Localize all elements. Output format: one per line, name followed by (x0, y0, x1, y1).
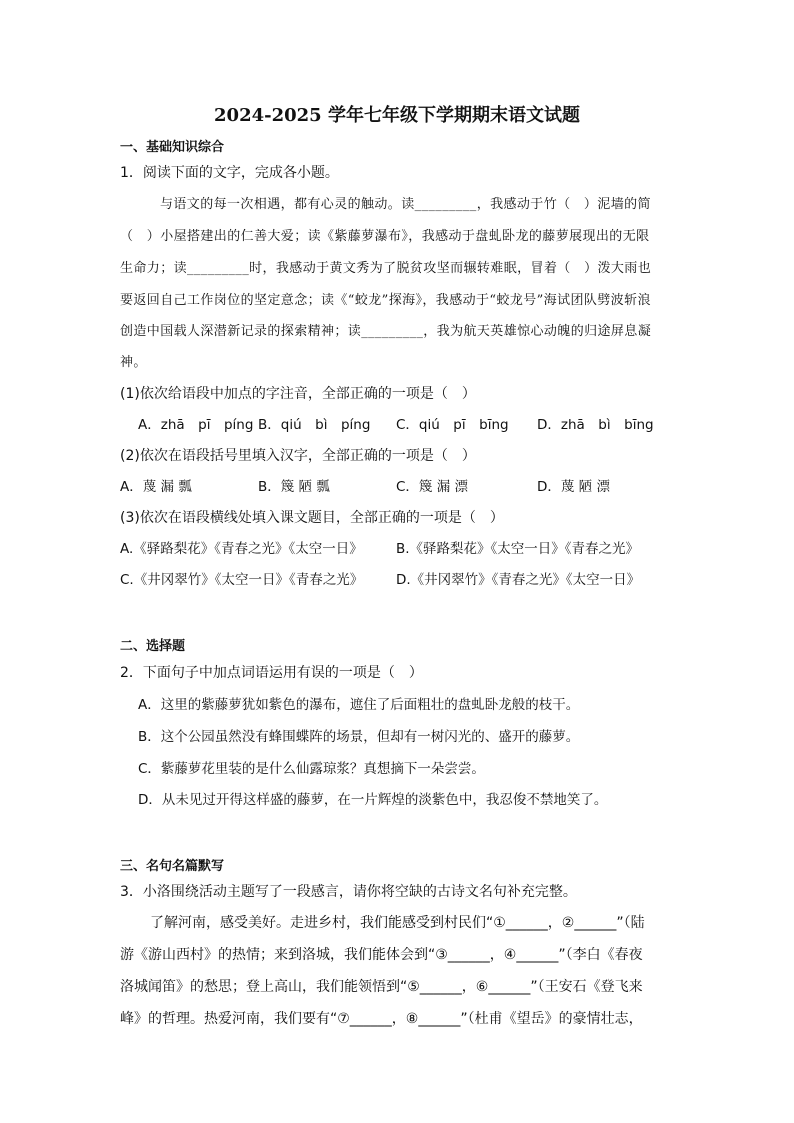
recitation-text-line: 峰》的哲理。热爱河南，我们要有“⑦______，⑧______”（杜甫《望岳》的豪情壮志， (120, 1011, 643, 1027)
recitation-text-line: 洛城闻笛》的愁思；登上高山，我们能领悟到“⑤______，⑥______”（王安石《登飞来 (120, 979, 643, 995)
option-d: D．蔑 陋 漂 (537, 479, 610, 495)
option-d: D.《井冈翠竹》《青春之光》《太空一日》 (396, 572, 641, 588)
passage-line: （ ）小屋搭建出的仁善大爱；读《紫藤萝瀑布》，我感动于盘虬卧龙的藤萝展现出的无限 (120, 229, 650, 244)
subquestion-2-prompt: (2)依次在语段括号里填入汉字，全部正确的一项是（ ） (120, 448, 476, 464)
recitation-text-line: 了解河南，感受美好。走进乡村，我们能感受到村民们“①______，②______”（陆 (150, 915, 645, 931)
subquestion-3-prompt: (3)依次在语段横线处填入课文题目，全部正确的一项是（ ） (120, 510, 504, 526)
section-heading-multiple-choice: 二、选择题 (120, 639, 186, 654)
passage-line: 神。 (120, 355, 147, 370)
option-a: A．zhā pī píng (138, 417, 254, 433)
question-1-prompt: 1．阅读下面的文字，完成各小题。 (120, 165, 339, 181)
option-a: A．蔑 漏 瓢 (120, 479, 192, 495)
option-b: B．篾 陋 瓢 (258, 479, 330, 495)
recitation-text-line: 游《游山西村》的热情；来到洛城，我们能体会到“③______，④______”（李白《春夜 (120, 947, 643, 963)
option-d: D．从未见过开得这样盛的藤萝，在一片辉煌的淡紫色中，我忍俊不禁地笑了。 (138, 792, 608, 808)
option-d: D．zhā bì bīng (537, 417, 654, 433)
passage-line: 创造中国载人深潜新记录的探索精神；读_________，我为航天英雄惊心动魄的归途屏息凝 (120, 324, 652, 339)
passage-line: 要返回自己工作岗位的坚定意念；读《“蛟龙”探海》，我感动于“蛟龙号”海试团队劈波斩浪 (120, 293, 651, 308)
option-c: C.《井冈翠竹》《太空一日》《青春之光》 (120, 572, 364, 588)
passage-line: 生命力；读_________时，我感动于黄文秀为了脱贫攻坚而辗转难眠，冒着（ ）泼大雨也 (120, 261, 652, 276)
option-c: C．qiú pī bīng (396, 417, 509, 433)
option-b: B．qiú bì píng (258, 417, 371, 433)
question-2-prompt: 2．下面句子中加点词语运用有误的一项是（ ） (120, 665, 423, 681)
option-a: A．这里的紫藤萝犹如紫色的瀑布，遮住了后面粗壮的盘虬卧龙般的枝干。 (138, 697, 580, 713)
passage-line: 与语文的每一次相遇，都有心灵的触动。读_________，我感动于竹（ ）泥墙的简 (160, 197, 651, 212)
exam-title: 2024-2025 学年七年级下学期期末语文试题 (214, 105, 580, 126)
section-heading-recitation: 三、名句名篇默写 (120, 859, 225, 874)
option-a: A.《驿路梨花》《青春之光》《太空一日》 (120, 541, 363, 557)
subquestion-1-prompt: (1)依次给语段中加点的字注音，全部正确的一项是（ ） (120, 386, 476, 402)
section-heading-basic-knowledge: 一、基础知识综合 (120, 140, 225, 155)
option-b: B.《驿路梨花》《太空一日》《青春之光》 (396, 541, 640, 557)
option-c: C．紫藤萝花里装的是什么仙露琼浆？真想摘下一朵尝尝。 (138, 761, 485, 777)
option-b: B．这个公园虽然没有蜂围蝶阵的场景，但却有一树闪光的、盛开的藤萝。 (138, 729, 580, 745)
question-3-prompt: 3．小洛围绕活动主题写了一段感言，请你将空缺的古诗文名句补充完整。 (120, 884, 577, 900)
option-c: C．篾 漏 漂 (396, 479, 469, 495)
